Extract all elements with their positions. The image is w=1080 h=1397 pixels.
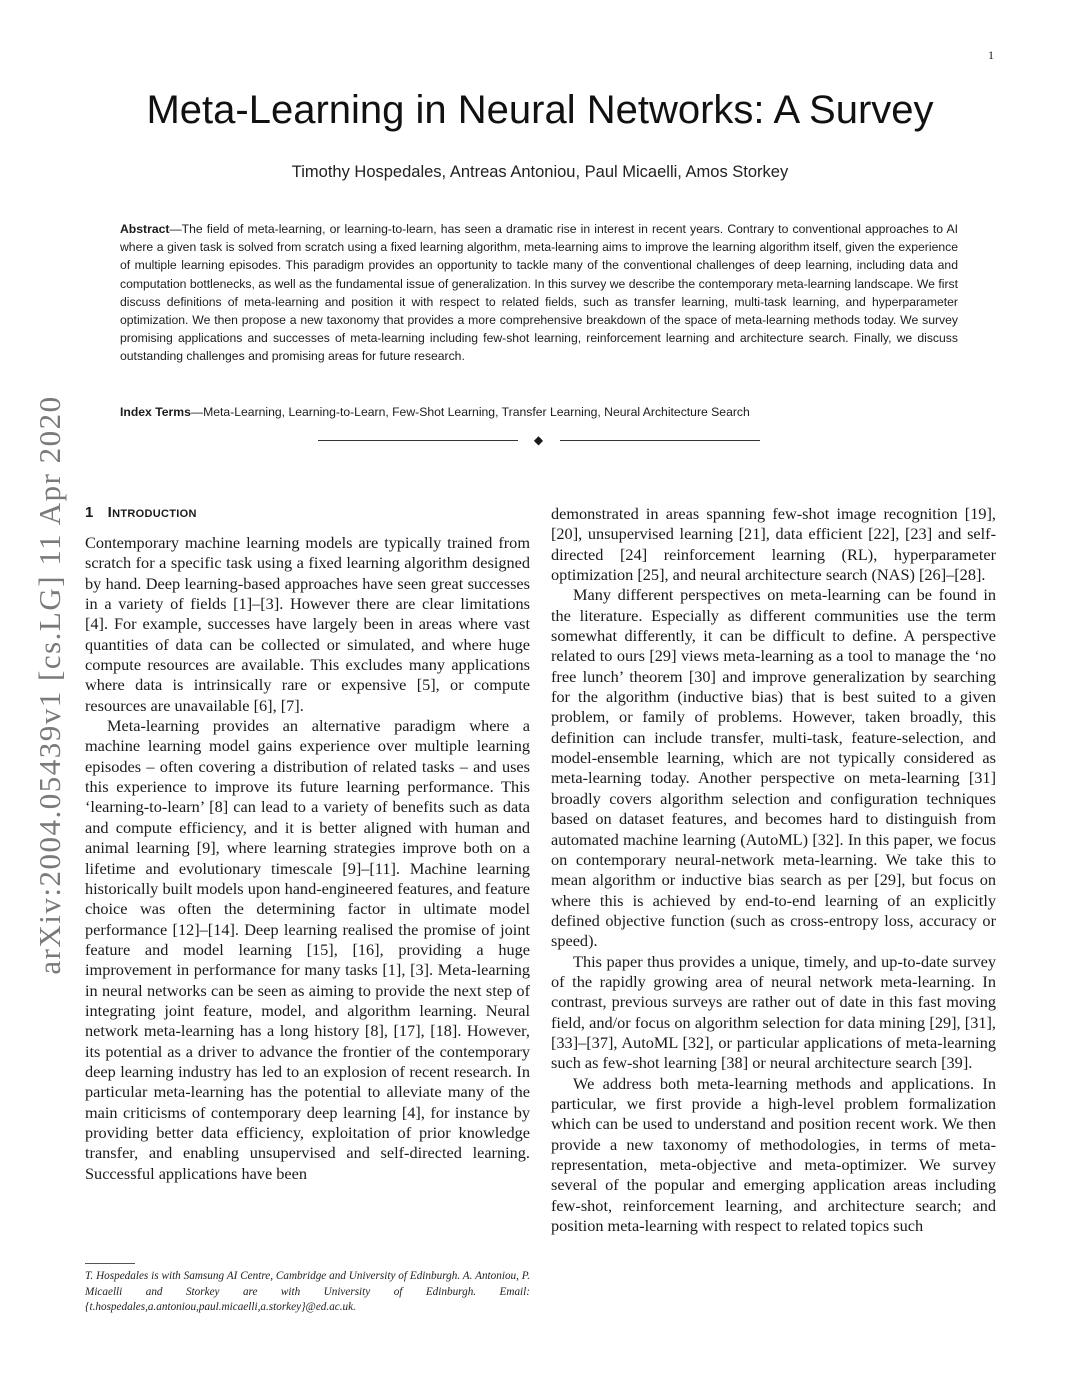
separator-right-rule: [560, 440, 760, 441]
footnote-rule: [85, 1263, 135, 1264]
right-column: [551, 504, 996, 1236]
author-affiliation-footnote: T. Hospedales is with Samsung AI Centre, Cambridge and University of Edinburgh. A. Antoniou, P. Micaelli and Storkey are with University of Edinburgh. Email: {t.hospedales,a.antoniou,paul.micaelli,a.storkey}@ed.ac.uk.: [85, 1270, 530, 1313]
section-heading: [85, 504, 197, 521]
index-terms-text: —Meta-Learning, Learning-to-Learn, Few-Shot Learning, Transfer Learning, Neural Architecture Search: [190, 405, 750, 419]
separator-diamond-icon: ◆: [533, 433, 544, 447]
paper-title: Meta-Learning in Neural Networks: A Survey: [146, 88, 934, 132]
abstract-label: Abstract: [120, 222, 170, 236]
paragraph: Many different perspectives on meta-learning can be found in the literature. Especially as different communities use the term somewhat differently, it can be difficult to define. A perspective related to ours [29] views meta-learning as a tool to manage the ‘no free lunch’ theorem [30] and improve generalization by searching for the algorithm (inductive bias) that is best suited to a given problem, or family of problems. However, taken broadly, this definition can include transfer, multi-task, feature-selection, and model-ensemble learning, which are not typically considered as meta-learning today. Another perspective on meta-learning [31] broadly covers algorithm selection and configuration techniques based on dataset features, and becomes hard to distinguish from automated machine learning (AutoML) [32]. In this paper, we focus on contemporary neural-network meta-learning. We take this to mean algorithm or inductive bias search as per [29], but focus on where this is achieved by end-to-end learning of an explicitly defined objective function (such as cross-entropy loss, accuracy or speed).: [551, 585, 996, 951]
index-terms-label: Index Terms: [120, 405, 191, 419]
page-number: 1: [988, 48, 994, 62]
author-list: Timothy Hospedales, Antreas Antoniou, Paul Micaelli, Amos Storkey: [291, 163, 789, 181]
arxiv-identifier: arXiv:2004.05439v1 [cs.LG] 11 Apr 2020: [32, 395, 67, 975]
paragraph: demonstrated in areas spanning few-shot image recognition [19], [20], unsupervised learning [21], data efficient [22], [23] and self-directed [24] reinforcement learning (RL), hyperparameter optimization [25], and neural architecture search (NAS) [26]–[28].: [551, 504, 996, 585]
separator-left-rule: [318, 440, 518, 441]
left-column: [85, 533, 530, 1184]
abstract-text: —The field of meta-learning, or learning-to-learn, has seen a dramatic rise in interest in recent years. Contrary to conventional approaches to AI where a given task is solved from scratch using a fixed learning algorithm, meta-learning aims to improve the learning algorithm itself, given the experience of multiple learning episodes. This paradigm provides an opportunity to tackle many of the conventional challenges of deep learning, including data and computation bottlenecks, as well as the fundamental issue of generalization. In this survey we describe the contemporary meta-learning landscape. We first discuss definitions of meta-learning and position it with respect to related fields, such as transfer learning, multi-task learning, and hyperparameter optimization. We then propose a new taxonomy that provides a more comprehensive breakdown of the space of meta-learning methods today. We survey promising applications and successes of meta-learning including few-shot learning, reinforcement learning and architecture search. Finally, we discuss outstanding challenges and promising areas for future research.: [120, 222, 958, 364]
index-terms: [120, 403, 958, 421]
paragraph: This paper thus provides a unique, timely, and up-to-date survey of the rapidly growing area of neural network meta-learning. In contrast, previous surveys are rather out of date in this fast moving field, and/or focus on algorithm selection for data mining [29], [31], [33]–[37], AutoML [32], or particular applications of meta-learning such as few-shot learning [38] or neural architecture search [39].: [551, 951, 996, 1073]
paragraph: Contemporary machine learning models are typically trained from scratch for a specific task using a fixed learning algorithm designed by hand. Deep learning-based approaches have seen great successes in a variety of fields [1]–[3]. However there are clear limitations [4]. For example, successes have largely been in areas where vast quantities of data can be collected or simulated, and where huge compute resources are available. This excludes many applications where data is intrinsically rare or expensive [5], or compute resources are unavailable [6], [7].: [85, 533, 530, 715]
section-title: Introduction: [107, 504, 197, 521]
paragraph: Meta-learning provides an alternative paradigm where a machine learning model gains experience over multiple learning episodes – often covering a distribution of related tasks – and uses this experience to improve its future learning performance. This ‘learning-to-learn’ [8] can lead to a variety of benefits such as data and compute efficiency, and it is better aligned with human and animal learning [9], where learning strategies improve both on a lifetime and evolutionary timescale [9]–[11]. Machine learning historically built models upon hand-engineered features, and feature choice was often the determining factor in ultimate model performance [12]–[14]. Deep learning realised the promise of joint feature and model learning [15], [16], providing a huge improvement in performance for many tasks [1], [3]. Meta-learning in neural networks can be seen as aiming to provide the next step of integrating joint feature, model, and algorithm learning. Neural network meta-learning has a long history [8], [17], [18]. However, its potential as a driver to advance the frontier of the contemporary deep learning industry has led to an explosion of recent research. In particular meta-learning has the potential to alleviate many of the main criticisms of contemporary deep learning [4], for instance by providing better data efficiency, exploitation of prior knowledge transfer, and enabling unsupervised and self-directed learning. Successful applications have been: [85, 716, 530, 1183]
abstract: [120, 220, 958, 366]
section-number: 1: [85, 504, 94, 521]
paragraph: We address both meta-learning methods and applications. In particular, we first provide a high-level problem formalization which can be used to understand and position recent work. We then provide a new taxonomy of methodologies, in terms of meta-representation, meta-objective and meta-optimizer. We survey several of the popular and emerging application areas including few-shot, reinforcement learning, and architecture search; and position meta-learning with respect to related topics such: [551, 1073, 996, 1236]
